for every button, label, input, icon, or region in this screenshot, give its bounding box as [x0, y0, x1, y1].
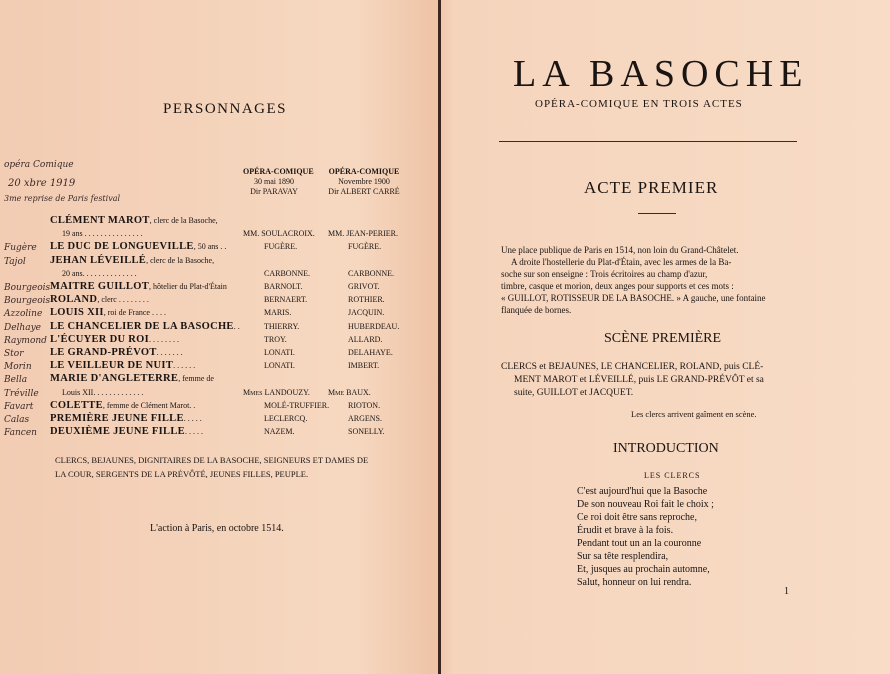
actor-1900: FUGÈRE. — [348, 242, 382, 252]
actor-1890: MARIS. — [264, 308, 292, 318]
actor-1900: MM. JEAN-PERIER. — [328, 229, 399, 239]
actor-1890: THIERRY. — [264, 321, 300, 331]
handwritten-cast-note: Bourgeois — [4, 283, 51, 293]
role-description: , femme de — [178, 374, 214, 384]
handwritten-cast-note: Calas — [4, 415, 30, 425]
page-number: 1 — [784, 586, 789, 597]
handwritten-cast-note: Tréville — [4, 388, 39, 399]
role-description: , clerc . . . . . . . . — [97, 295, 149, 305]
role-name: LE DUC DE LONGUEVILLE — [50, 241, 194, 253]
actor-1890: LECLERCQ. — [264, 414, 308, 423]
title-rule — [499, 141, 797, 142]
handwritten-note-2: 20 xbre 1919 — [8, 178, 76, 189]
column-header-1900 — [326, 167, 402, 197]
stage-direction-line: flanquée de bornes. — [501, 305, 572, 315]
role-name: LE VEILLEUR DE NUIT — [50, 360, 174, 372]
actor-1900: ALLARD. — [348, 334, 383, 344]
stage-direction-line: soche sur son enseigne : Trois écritoires au champ d'azur, — [501, 269, 708, 279]
verse-line: De son nouveau Roi fait le choix ; — [577, 499, 714, 510]
role-description: , hôtelier du Plat-d'Étain — [149, 282, 227, 291]
role-name: LOUIS XII — [50, 307, 104, 319]
stage-direction-line: « GUILLOT, ROTISSEUR DE LA BASOCHE. » A gauche, une fontaine — [501, 293, 766, 303]
role-description: , 50 ans . . — [193, 242, 227, 252]
actor-1900: RIOTON. — [348, 400, 381, 410]
role-name: ROLAND — [50, 294, 98, 306]
stage-direction-line: timbre, casque et morion, deux anges pour supports et ces mots : — [501, 281, 734, 291]
role-description: Louis XII. . . . . . . . . . . . . — [62, 387, 144, 397]
act-heading: ACTE PREMIER — [584, 178, 719, 197]
verse-block — [577, 485, 714, 589]
handwritten-cast-note: Azzoline — [4, 309, 43, 320]
stage-direction-line: A droite l'hostellerie du Plat-d'Étain, avec les armes de la Ba- — [511, 257, 732, 267]
actor-1890: Mmes LANDOUZY. — [243, 387, 310, 397]
play-subtitle: OPÉRA-COMIQUE EN TROIS ACTES — [535, 98, 743, 110]
handwritten-cast-note: Fugère — [4, 243, 37, 254]
verse-line: Sur sa tête resplendira, — [577, 551, 669, 562]
col2-theatre: OPÉRA-COMIQUE — [328, 167, 400, 176]
handwritten-cast-note: Favart — [4, 401, 34, 412]
role-name: CLÉMENT MAROT — [50, 215, 150, 226]
right-page — [441, 0, 890, 674]
cast-row — [50, 255, 214, 266]
role-description: , roi de France . . . . — [103, 308, 166, 318]
cast-row — [50, 281, 227, 292]
col1-date: 30 mai 1890 — [254, 177, 294, 186]
play-title: LA BASOCHE — [513, 53, 809, 95]
cast-row — [50, 307, 166, 318]
role-description: , clerc de la Basoche, — [146, 255, 215, 265]
handwritten-cast-note: Stor — [4, 349, 24, 359]
role-name: DEUXIÈME JEUNE FILLE — [50, 426, 185, 438]
cast-entry-line-1: CLERCS et BEJAUNES, LE CHANCELIER, ROLAND, puis CLÉ- — [501, 362, 764, 372]
actor-1900: JACQUIN. — [348, 308, 385, 318]
stage-direction: Les clercs arrivent gaîment en scène. — [631, 409, 757, 419]
actor-1900: SONELLY. — [348, 427, 385, 437]
col1-director: Dir PARAVAY — [250, 187, 298, 196]
handwritten-cast-note: Tajol — [4, 256, 26, 267]
actor-1900: CARBONNE. — [348, 268, 395, 278]
introduction-heading: INTRODUCTION — [613, 441, 719, 456]
actor-1900: DELAHAYE. — [348, 348, 393, 357]
column-header-1890 — [243, 167, 314, 197]
left-page — [0, 0, 438, 674]
actor-1900: GRIVOT. — [348, 282, 380, 291]
actor-1890: FUGÈRE. — [264, 242, 298, 252]
role-description: , clerc de la Basoche, — [149, 216, 218, 225]
cast-entry-line-2: MENT MAROT et LÉVEILLÉ, puis LE GRAND-PRÉVÔT et sa — [514, 375, 764, 385]
actor-1890: MM. SOULACROIX. — [243, 229, 315, 239]
handwritten-note-1: opéra Comique — [4, 160, 74, 170]
verse-line: C'est aujourd'hui que la Basoche — [577, 486, 708, 497]
cast-row — [50, 413, 202, 424]
cast-row — [50, 426, 203, 437]
role-description: 19 ans . . . . . . . . . . . . . . . — [62, 229, 143, 239]
cast-row — [50, 294, 149, 305]
actor-1900: ROTHIER. — [348, 295, 385, 305]
col2-director: Dir ALBERT CARRÉ — [328, 187, 400, 196]
role-name: JEHAN LÉVEILLÉ — [50, 254, 147, 266]
handwritten-cast-note: Morin — [4, 362, 32, 373]
role-description: 20 ans. . . . . . . . . . . . . . — [62, 268, 137, 278]
cast-row — [50, 241, 226, 252]
cast-row — [62, 228, 143, 239]
role-description: . . . . . — [183, 414, 202, 423]
actor-1890: LONATI. — [264, 361, 295, 371]
actor-1890: MOLÉ-TRUFFIER. — [264, 400, 330, 410]
actor-1900: ARGENS. — [348, 414, 383, 423]
extras-line-2: LA COUR, SERGENTS DE LA PRÉVÔTÉ, JEUNES FILLES, PEUPLE. — [55, 469, 309, 479]
act-rule — [638, 213, 676, 214]
actor-1900: Mme BAUX. — [328, 387, 371, 397]
verse-line: Ce roi doit être sans reproche, — [577, 512, 697, 523]
verse-line: Et, jusques au prochain automne, — [577, 564, 710, 575]
actor-1890: CARBONNE. — [264, 268, 311, 278]
col2-date: Novembre 1900 — [338, 177, 390, 186]
actor-1900: IMBERT. — [348, 361, 380, 371]
role-description: . . . . . . — [173, 361, 196, 371]
cast-row — [50, 360, 195, 371]
handwritten-cast-note: Delhaye — [4, 322, 41, 333]
role-name: PREMIÈRE JEUNE FILLE — [50, 413, 184, 424]
role-name: L'ÉCUYER DU ROI — [50, 333, 150, 345]
role-description: . . . . . . . . — [149, 334, 180, 344]
handwritten-cast-note: Bourgeois — [4, 296, 51, 307]
handwritten-cast-note: Raymond — [4, 335, 47, 346]
actor-1890: LONATI. — [264, 348, 295, 357]
role-name: COLETTE — [50, 399, 103, 411]
setting-line: L'action à Paris, en octobre 1514. — [150, 523, 284, 534]
personnages-title: PERSONNAGES — [163, 101, 288, 117]
actor-1890: TROY. — [264, 334, 287, 344]
role-name: MAITRE GUILLOT — [50, 281, 150, 292]
actor-1900: HUBERDEAU. — [348, 321, 400, 331]
cast-row — [50, 215, 218, 226]
verse-line: Érudit et brave à la fois. — [577, 525, 674, 536]
role-description: . . — [233, 321, 240, 331]
actor-1890: NAZEM. — [264, 427, 295, 437]
cast-entry-line-3: suite, GUILLOT et JACQUET. — [514, 388, 634, 398]
verse-line: Pendant tout un an la couronne — [577, 538, 702, 549]
col1-theatre: OPÉRA-COMIQUE — [243, 167, 314, 176]
role-description: . . . . . . . — [156, 348, 183, 357]
cast-row — [50, 334, 179, 345]
cast-row — [50, 400, 195, 411]
actor-1890: BARNOLT. — [264, 282, 303, 291]
actor-1890: BERNAERT. — [264, 295, 308, 305]
role-name: LE GRAND-PRÉVOT — [50, 347, 157, 358]
speaker-label: LES CLERCS — [644, 471, 701, 480]
scene-heading: SCÈNE PREMIÈRE — [604, 331, 722, 346]
handwritten-note-3: 3me reprise de Paris festival — [4, 194, 121, 203]
extras-line-1: CLERCS, BEJAUNES, DIGNITAIRES DE LA BASOCHE, SEIGNEURS ET DAMES DE — [55, 455, 369, 465]
role-description: . . . . . — [184, 427, 203, 437]
cast-row — [50, 347, 183, 358]
cast-row — [50, 373, 214, 384]
role-description: , femme de Clément Marot. . — [102, 400, 196, 410]
cast-row — [62, 268, 137, 279]
handwritten-cast-note: Bella — [4, 375, 28, 386]
verse-line: Salut, honneur on lui rendra. — [577, 577, 692, 588]
cast-row — [50, 321, 240, 332]
stage-direction-line: Une place publique de Paris en 1514, non loin du Grand-Châtelet. — [501, 245, 739, 255]
role-name: LE CHANCELIER DE LA BASOCHE — [50, 320, 234, 332]
cast-row — [62, 387, 143, 398]
role-name: MARIE D'ANGLETERRE — [50, 373, 179, 385]
handwritten-cast-note: Fancen — [4, 428, 37, 439]
